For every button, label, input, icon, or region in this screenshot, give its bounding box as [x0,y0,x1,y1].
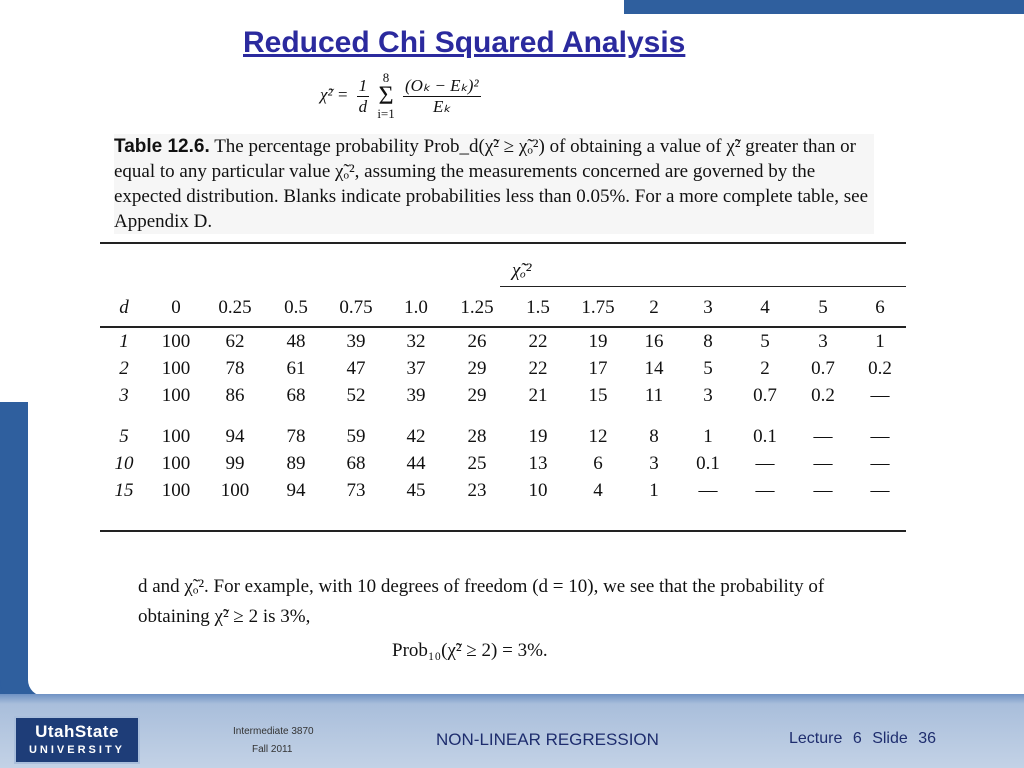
table-cell: 100 [161,479,191,501]
column-group-label: χ̃ₒ² [512,260,532,281]
table-cell: 23 [467,479,487,501]
slide-number: 36 [918,730,937,747]
term-label: Fall 2011 [252,744,293,755]
table-cell: 0 [171,297,181,318]
table-cell: 3 [649,452,659,474]
top-accent-bar [624,0,1024,14]
table-cell: 78 [225,357,245,379]
logo-line2: UNIVERSITY [28,744,125,756]
course-label: Intermediate 3870 [233,726,314,737]
table-cell: 13 [528,452,548,474]
table-cell: 26 [467,330,487,352]
table-cell: 19 [528,425,548,447]
table-cell: — [755,452,775,474]
row-label-cell: 15 [114,479,134,501]
table-cell: 89 [286,452,306,474]
table-cell: — [870,384,890,406]
table-cell: 1.0 [404,297,428,318]
table-cell: 3 [818,330,828,352]
table-cell: 32 [406,330,426,352]
table-cell: 4 [593,479,603,501]
table-cell: 22 [528,330,548,352]
table-cell: — [870,479,890,501]
formula-term [403,76,481,117]
formula-term-num: (Oₖ − Eₖ)² [405,75,479,95]
table-cell: 11 [644,384,664,406]
chi-table [100,288,908,504]
table-cell: 37 [406,357,426,379]
group-rule [500,286,906,287]
table-cell: 78 [286,425,306,447]
row-label-cell: 3 [119,384,129,406]
table-cell: 1 [875,330,885,352]
table-cell: 5 [818,297,828,318]
table-cell: 0.5 [284,297,308,318]
table-cell: 39 [346,330,366,352]
table-cell: 59 [346,425,366,447]
table-caption [114,134,874,234]
table-cell: 1.25 [460,297,494,318]
table-cell: 44 [406,452,426,474]
table-cell: 17 [588,357,608,379]
table-cell: 42 [406,425,426,447]
chi-squared-formula [320,72,485,120]
table-cell: 52 [346,384,366,406]
table-row [100,328,908,355]
row-label-cell: 5 [119,425,129,447]
lecture-slide-info [789,730,942,748]
table-cell: 39 [406,384,426,406]
table-gap-row [100,409,908,423]
table-cell: 14 [644,357,664,379]
table-cell: 94 [286,479,306,501]
table-cell: 3 [703,297,713,318]
table-cell: — [698,479,718,501]
table-cell: 45 [406,479,426,501]
table-cell: 29 [467,357,487,379]
table-cell: 68 [286,384,306,406]
table-cell: 15 [588,384,608,406]
side-accent-bar [0,402,28,702]
table-cell: 86 [225,384,245,406]
row-label-cell: d [119,297,129,318]
table-top-rule [100,242,906,244]
lecture-number: 6 [852,730,862,747]
table-cell: 3 [703,384,713,406]
table-cell: 16 [644,330,664,352]
table-row [100,423,908,450]
sum-bottom: i=1 [377,106,395,121]
caption-lead: Table 12.6. [114,136,210,157]
table-bottom-rule [100,530,906,532]
table-row [100,382,908,409]
table-cell: 28 [467,425,487,447]
formula-term-den: Eₖ [432,96,451,116]
row-label-cell: 1 [119,330,129,352]
table-cell: — [813,479,833,501]
table-cell: 6 [875,297,885,318]
table-row [100,450,908,477]
table-cell: 100 [161,452,191,474]
table-cell: 25 [467,452,487,474]
slide-label: Slide [872,730,908,747]
example-equation: Prob₁₀(χ̃² ≥ 2) = 3%. [392,640,548,661]
table-cell: 1.5 [526,297,550,318]
example-text: d and χ̃ₒ². For example, with 10 degrees of freedom (d = 10), we see that the probability of obtaining χ̃² ≥ 2 is 3%, [138,576,825,627]
row-label-cell: 2 [119,357,129,379]
table-cell: 6 [593,452,603,474]
table-cell: 0.1 [753,425,777,447]
table-cell: 48 [286,330,306,352]
summation [377,72,394,120]
formula-fraction-den: d [358,96,368,116]
lecture-label: Lecture [789,730,843,747]
table-cell: 8 [703,330,713,352]
utah-state-logo [14,716,140,764]
table-cell: — [870,452,890,474]
table-cell: 5 [760,330,770,352]
table-cell: 0.25 [218,297,252,318]
table-cell: 12 [588,425,608,447]
table-cell: 61 [286,357,306,379]
table-row [100,477,908,504]
table-cell: 73 [346,479,366,501]
table-cell: 100 [161,384,191,406]
table-cell: 5 [703,357,713,379]
table-cell: 100 [220,479,250,501]
table-cell: 22 [528,357,548,379]
row-label-cell: 10 [114,452,134,474]
table-cell: 0.2 [868,357,892,379]
table-cell: 19 [588,330,608,352]
table-cell: 100 [161,425,191,447]
table-cell: 68 [346,452,366,474]
table-cell: — [755,479,775,501]
table-cell: 21 [528,384,548,406]
slide-title: Reduced Chi Squared Analysis [243,26,686,59]
table-row [100,355,908,382]
topic-label: NON-LINEAR REGRESSION [436,730,659,749]
table-cell: 8 [649,425,659,447]
formula-fraction [357,76,370,117]
scanned-table-image [100,72,924,672]
table-cell: 29 [467,384,487,406]
table-cell: 0.7 [753,384,777,406]
table-cell: 94 [225,425,245,447]
formula-fraction-num: 1 [358,75,368,95]
table-cell: 0.2 [811,384,835,406]
formula-lhs: χ̃² = [320,84,349,104]
logo-line1: UtahState [35,722,119,741]
sum-top: 8 [382,70,390,85]
table-cell: 1 [703,425,713,447]
table-cell: — [813,425,833,447]
table-cell: 2 [760,357,770,379]
table-cell: 0.7 [811,357,835,379]
table-cell: 0.75 [339,297,373,318]
table-cell: 10 [528,479,548,501]
table-cell: 1.75 [581,297,615,318]
table-cell: — [870,425,890,447]
table-cell: 100 [161,330,191,352]
table-cell: 4 [760,297,770,318]
caption-text: The percentage probability Prob_d(χ̃² ≥ χ̃ₒ²) of obtaining a value of χ̃² greater than or equal to any particular value χ̃ₒ², assuming the measurements concerned are governed by the expected distribution. Blanks indicate probabilities less than 0.05%. For a more complete table, see Appendix D. [114,136,868,232]
table-cell: 47 [346,357,366,379]
table-cell: 99 [225,452,245,474]
table-cell: — [813,452,833,474]
table-cell: 100 [161,357,191,379]
table-cell: 62 [225,330,245,352]
table-cell: 1 [649,479,659,501]
table-cell: 2 [649,297,659,318]
table-header-row [100,288,908,328]
sigma-icon: Σ [378,81,394,110]
table-cell: 0.1 [696,452,720,474]
